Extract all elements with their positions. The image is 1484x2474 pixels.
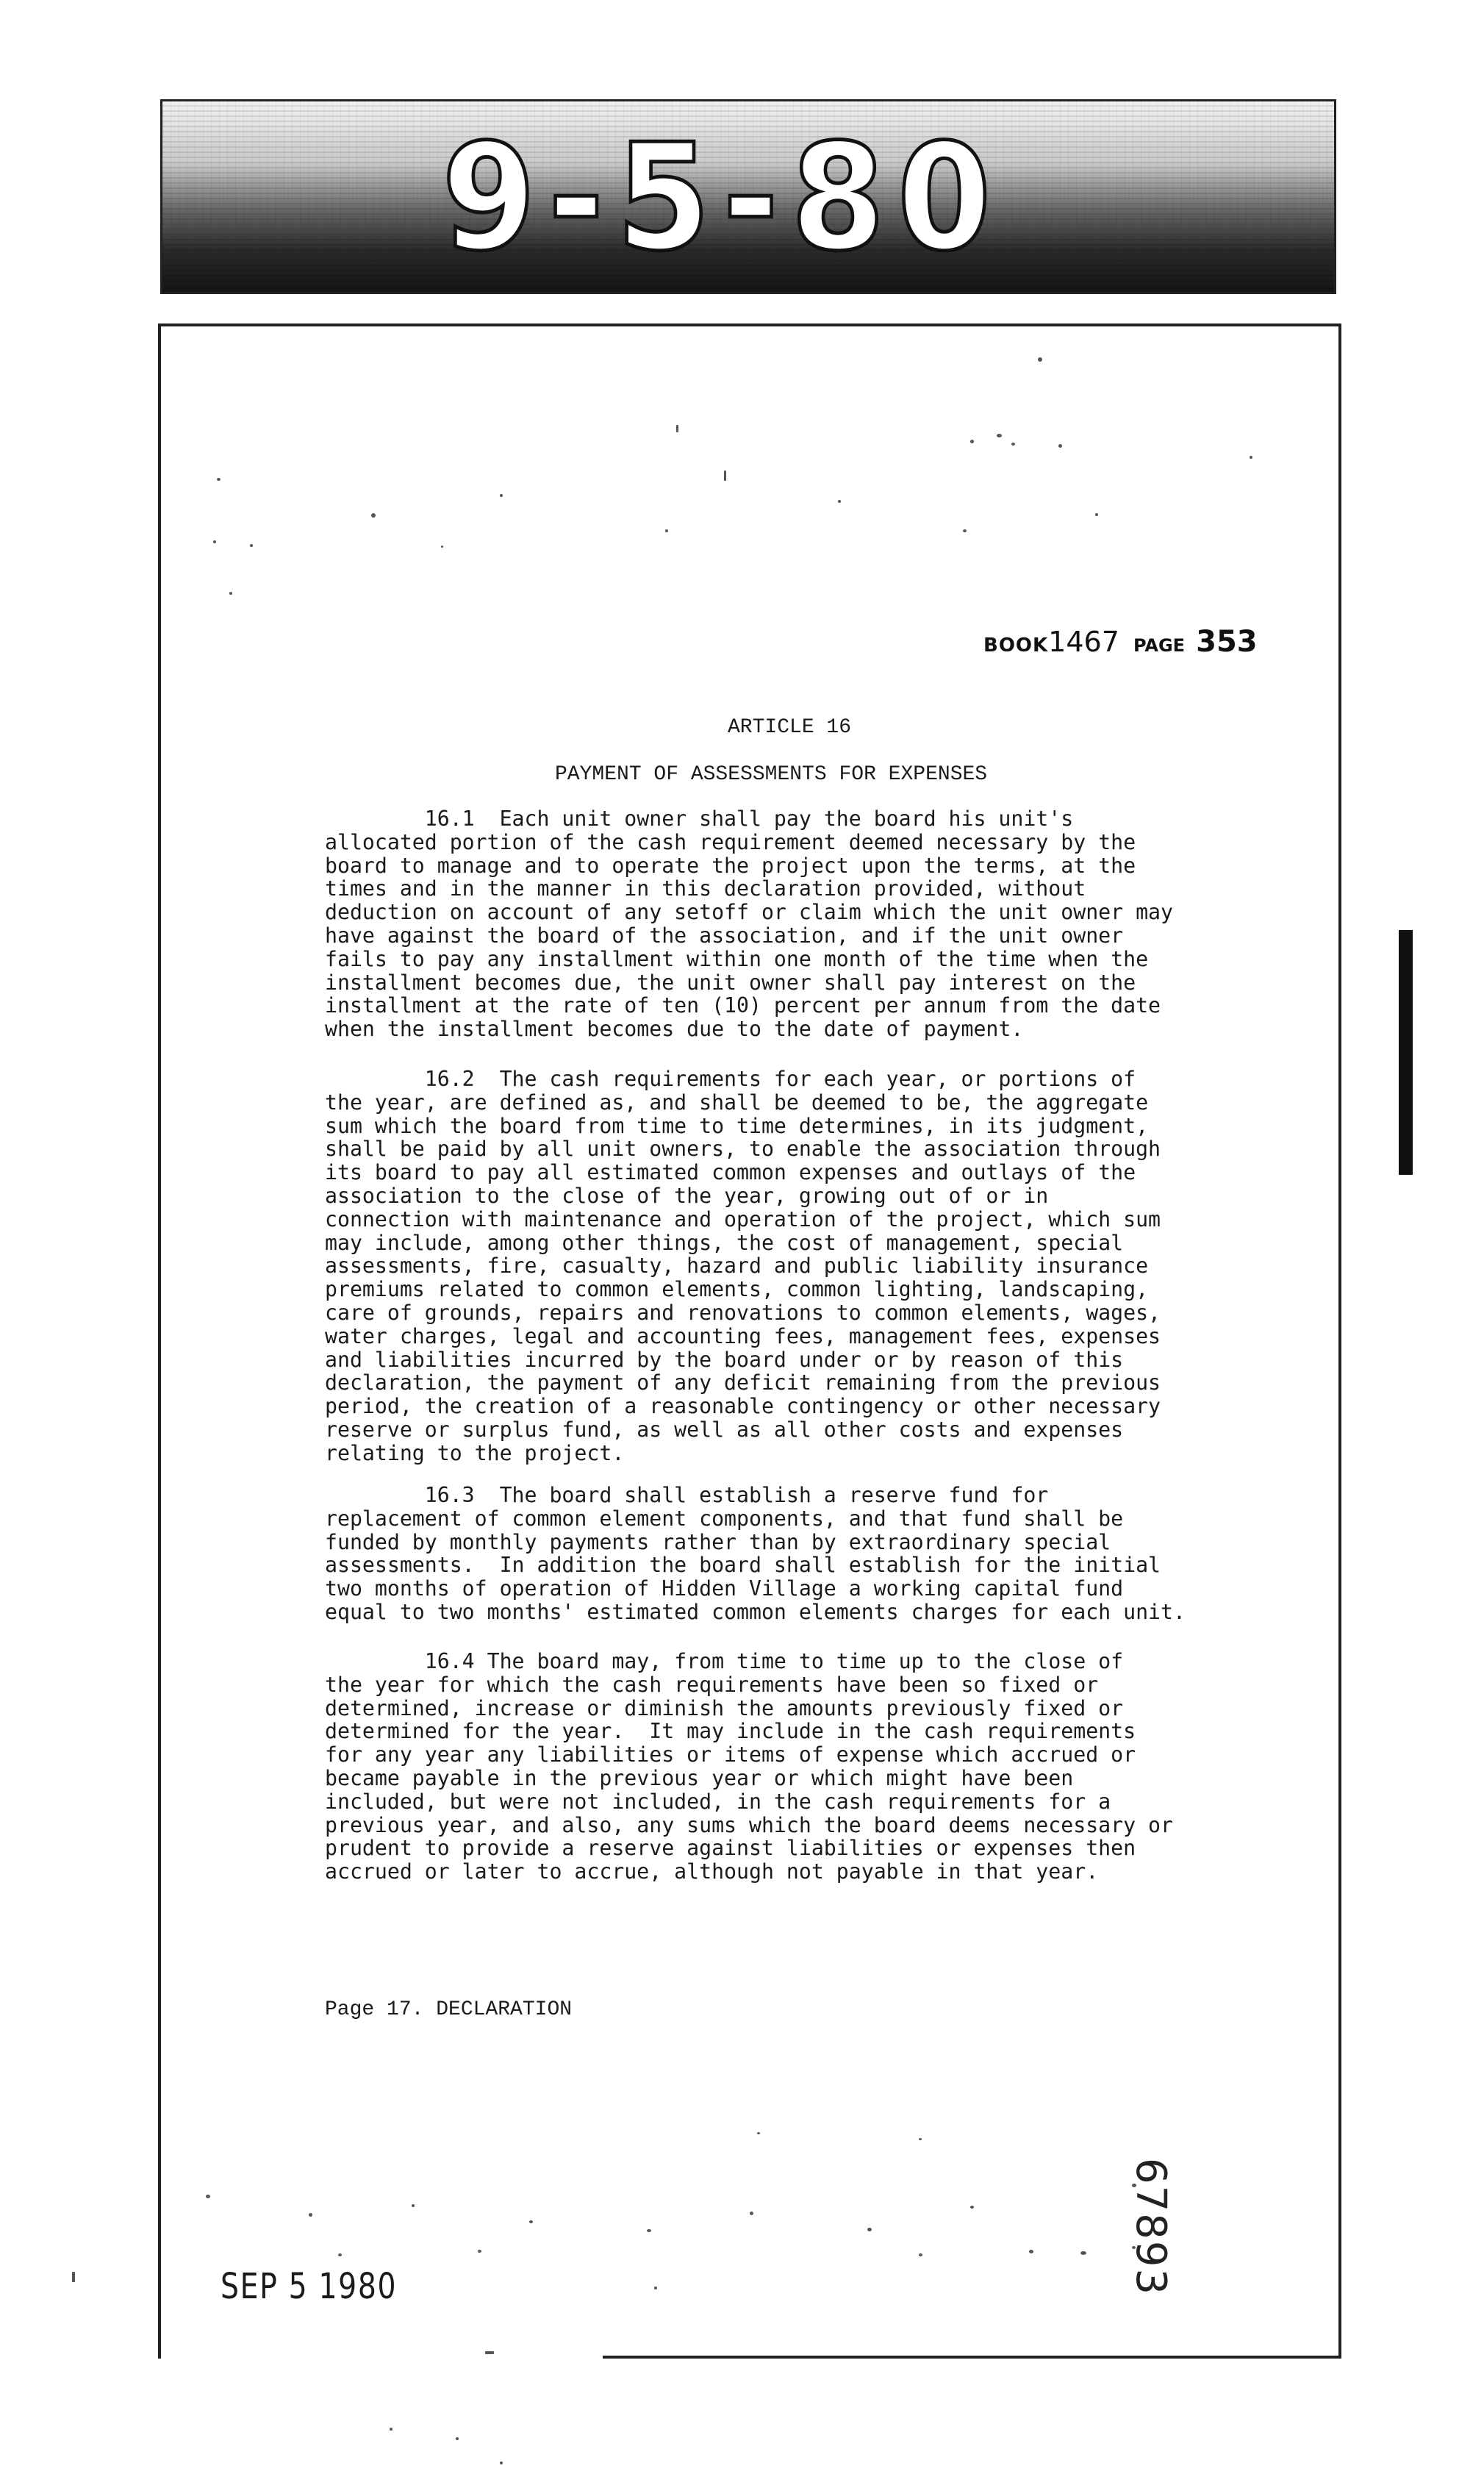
paragraph-16-4: 16.4 The board may, from time to time up to the close of the year for which the cash requirements have been so fixed or determined, increase or diminish the amounts previously fixed or determined for the year. It may include in the cash requirements for any year any liabilities or items of expense which accrued or became payable in the previous year or which might have been included, but were not included, in the cash requirements for a previous year, and also, any sums which the board deems necessary or prudent to provide a reserve against liabilities or expenses then accrued or later to accrue, although not payable in that year. bbox=[325, 1649, 1173, 1884]
filing-date-stamp: SEP 5 1980 bbox=[221, 2266, 398, 2307]
article-subtitle: PAYMENT OF ASSESSMENTS FOR EXPENSES bbox=[555, 763, 988, 786]
banner-date: 9-5-80 bbox=[442, 112, 1004, 284]
paragraph-16-3: 16.3 The board shall establish a reserve fund for replacement of common element components, and that fund shall be funded by monthly payments rather than by extraordinary special assessments. In addition the board shall establish for the initial two months of operation of Hidden Village a working capital fund equal to two months' estimated common elements charges for each unit. bbox=[325, 1483, 1186, 1624]
date-banner bbox=[160, 99, 1336, 294]
page-number: 353 bbox=[1196, 625, 1258, 659]
margin-bar bbox=[1399, 930, 1413, 1175]
document-number-stamp: 67893 bbox=[1127, 2158, 1175, 2297]
article-title: ARTICLE 16 bbox=[728, 716, 852, 739]
page-label: PAGE bbox=[1133, 635, 1186, 656]
paragraph-16-1: 16.1 Each unit owner shall pay the board his unit's allocated portion of the cash requirement deemed necessary by the board to manage and to operate the project upon the terms, at the times and in the manner in this declaration provided, without deduction on account of any setoff or claim which the unit owner may have against the board of the association, and if the unit owner fails to pay any installment within one month of the time when the installment becomes due, the unit owner shall pay interest on the installment at the rate of ten (10) percent per annum from the date when the installment becomes due to the date of payment. bbox=[325, 807, 1173, 1042]
page-footer: Page 17. DECLARATION bbox=[325, 1998, 573, 2021]
book-number: 1467 bbox=[1048, 626, 1119, 658]
paragraph-16-2: 16.2 The cash requirements for each year, or portions of the year, are defined as, and shall be deemed to be, the aggregate sum which the board from time to time determines, in its judgment, shall be paid by all unit owners, to enable the association through its board to pay all estimated common expenses and outlays of the association to the close of the year, growing out of or in connection with maintenance and operation of the project, which sum may include, among other things, the cost of management, special assessments, fire, casualty, hazard and public liability insurance premiums related to common elements, common lighting, landscaping, care of grounds, repairs and renovations to common elements, wages, water charges, legal and accounting fees, management fees, expenses and liabilities incurred by the board under or by reason of this declaration, the payment of any deficit remaining from the previous period, the creation of a reasonable contingency or other necessary reserve or surplus fund, as well as all other costs and expenses relating to the project. bbox=[325, 1067, 1161, 1465]
frame-bottom-border bbox=[603, 2356, 1341, 2359]
book-label: BOOK bbox=[983, 634, 1049, 657]
book-page-reference bbox=[983, 625, 1258, 659]
